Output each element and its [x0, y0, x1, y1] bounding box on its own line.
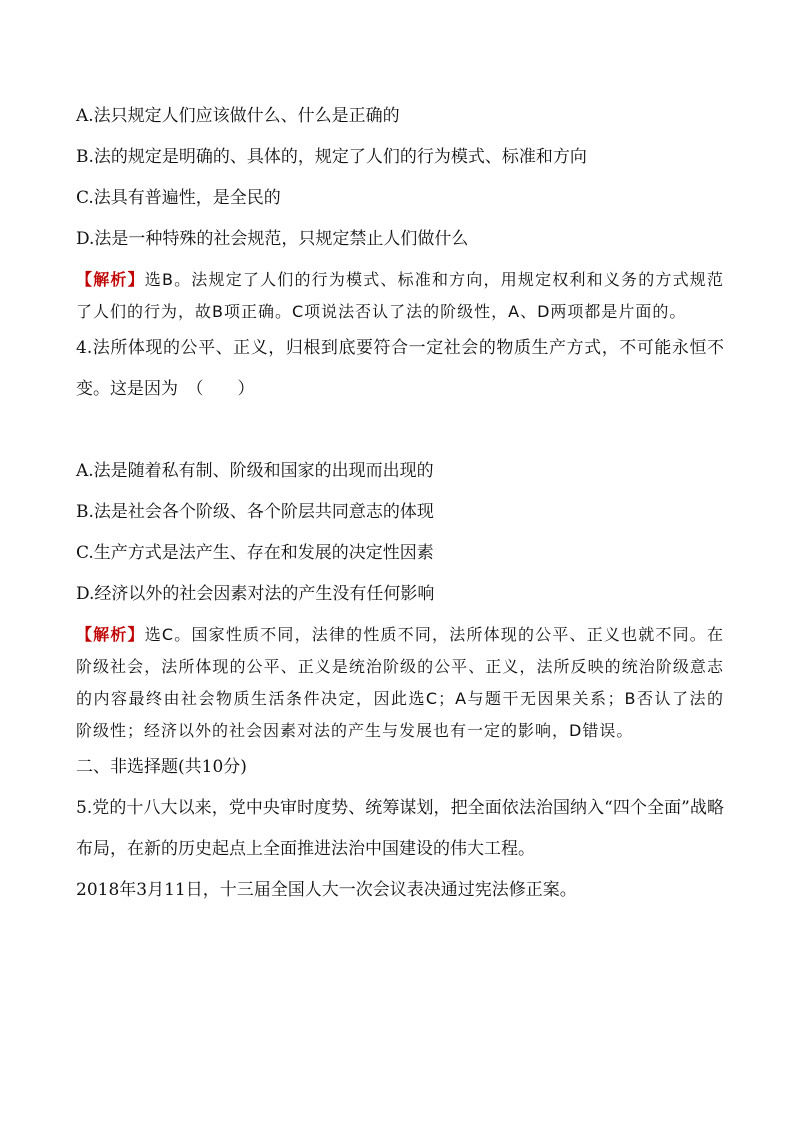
q4-analysis: [76, 619, 724, 747]
q3-option-c: C.法具有普遍性，是全民的: [76, 188, 281, 208]
q3-analysis-tag: 【解析】: [76, 270, 145, 289]
q4-option-b: B.法是社会各个阶级、各个阶层共同意志的体现: [76, 502, 434, 522]
q3-analysis-text: 选B。法规定了人们的行为模式、标准和方向，用规定权利和义务的方式规范了人们的行为，故B项正确。C项说法否认了法的阶级性，A、D两项都是片面的。: [76, 270, 724, 321]
q4-option-a: A.法是随着私有制、阶级和国家的出现而出现的: [76, 461, 434, 481]
q3-option-b: B.法的规定是明确的、具体的，规定了人们的行为模式、标准和方向: [76, 147, 587, 167]
q5-line2: 2018年3月11日，十三届全国人大一次会议表决通过宪法修正案。: [76, 880, 577, 900]
q3-option-a: A.法只规定人们应该做什么、什么是正确的: [76, 106, 400, 126]
q4-stem: 4.法所体现的公平、正义，归根到底要符合一定社会的物质生产方式，不可能永恒不变。这是因为 （ ）: [76, 338, 724, 399]
q4-spacer: [76, 410, 724, 451]
q4-option-c: C.生产方式是法产生、存在和发展的决定性因素: [76, 543, 434, 563]
q3-analysis: [76, 264, 724, 328]
q4-analysis-tag: 【解析】: [76, 625, 145, 644]
q5-stem: 5.党的十八大以来，党中央审时度势、统筹谋划，把全面依法治国纳入“四个全面”战略布局，在新的历史起点上全面推进法治中国建设的伟大工程。: [76, 798, 724, 859]
document-page: [76, 96, 724, 911]
q4-analysis-text: 选C。国家性质不同，法律的性质不同，法所体现的公平、正义也就不同。在阶级社会，法所体现的公平、正义是统治阶级的公平、正义，法所反映的统治阶级意志的内容最终由社会物质生活条件决定，因此选C；A与题干无因果关系；B否认了法的阶级性；经济以外的社会因素对法的产生与发展也有一定的影响，D错误。: [76, 625, 724, 740]
q3-option-d: D.法是一种特殊的社会规范，只规定禁止人们做什么: [76, 229, 469, 249]
q4-option-d: D.经济以外的社会因素对法的产生没有任何影响: [76, 584, 435, 604]
section2-heading: 二、非选择题(共10分): [76, 757, 247, 777]
